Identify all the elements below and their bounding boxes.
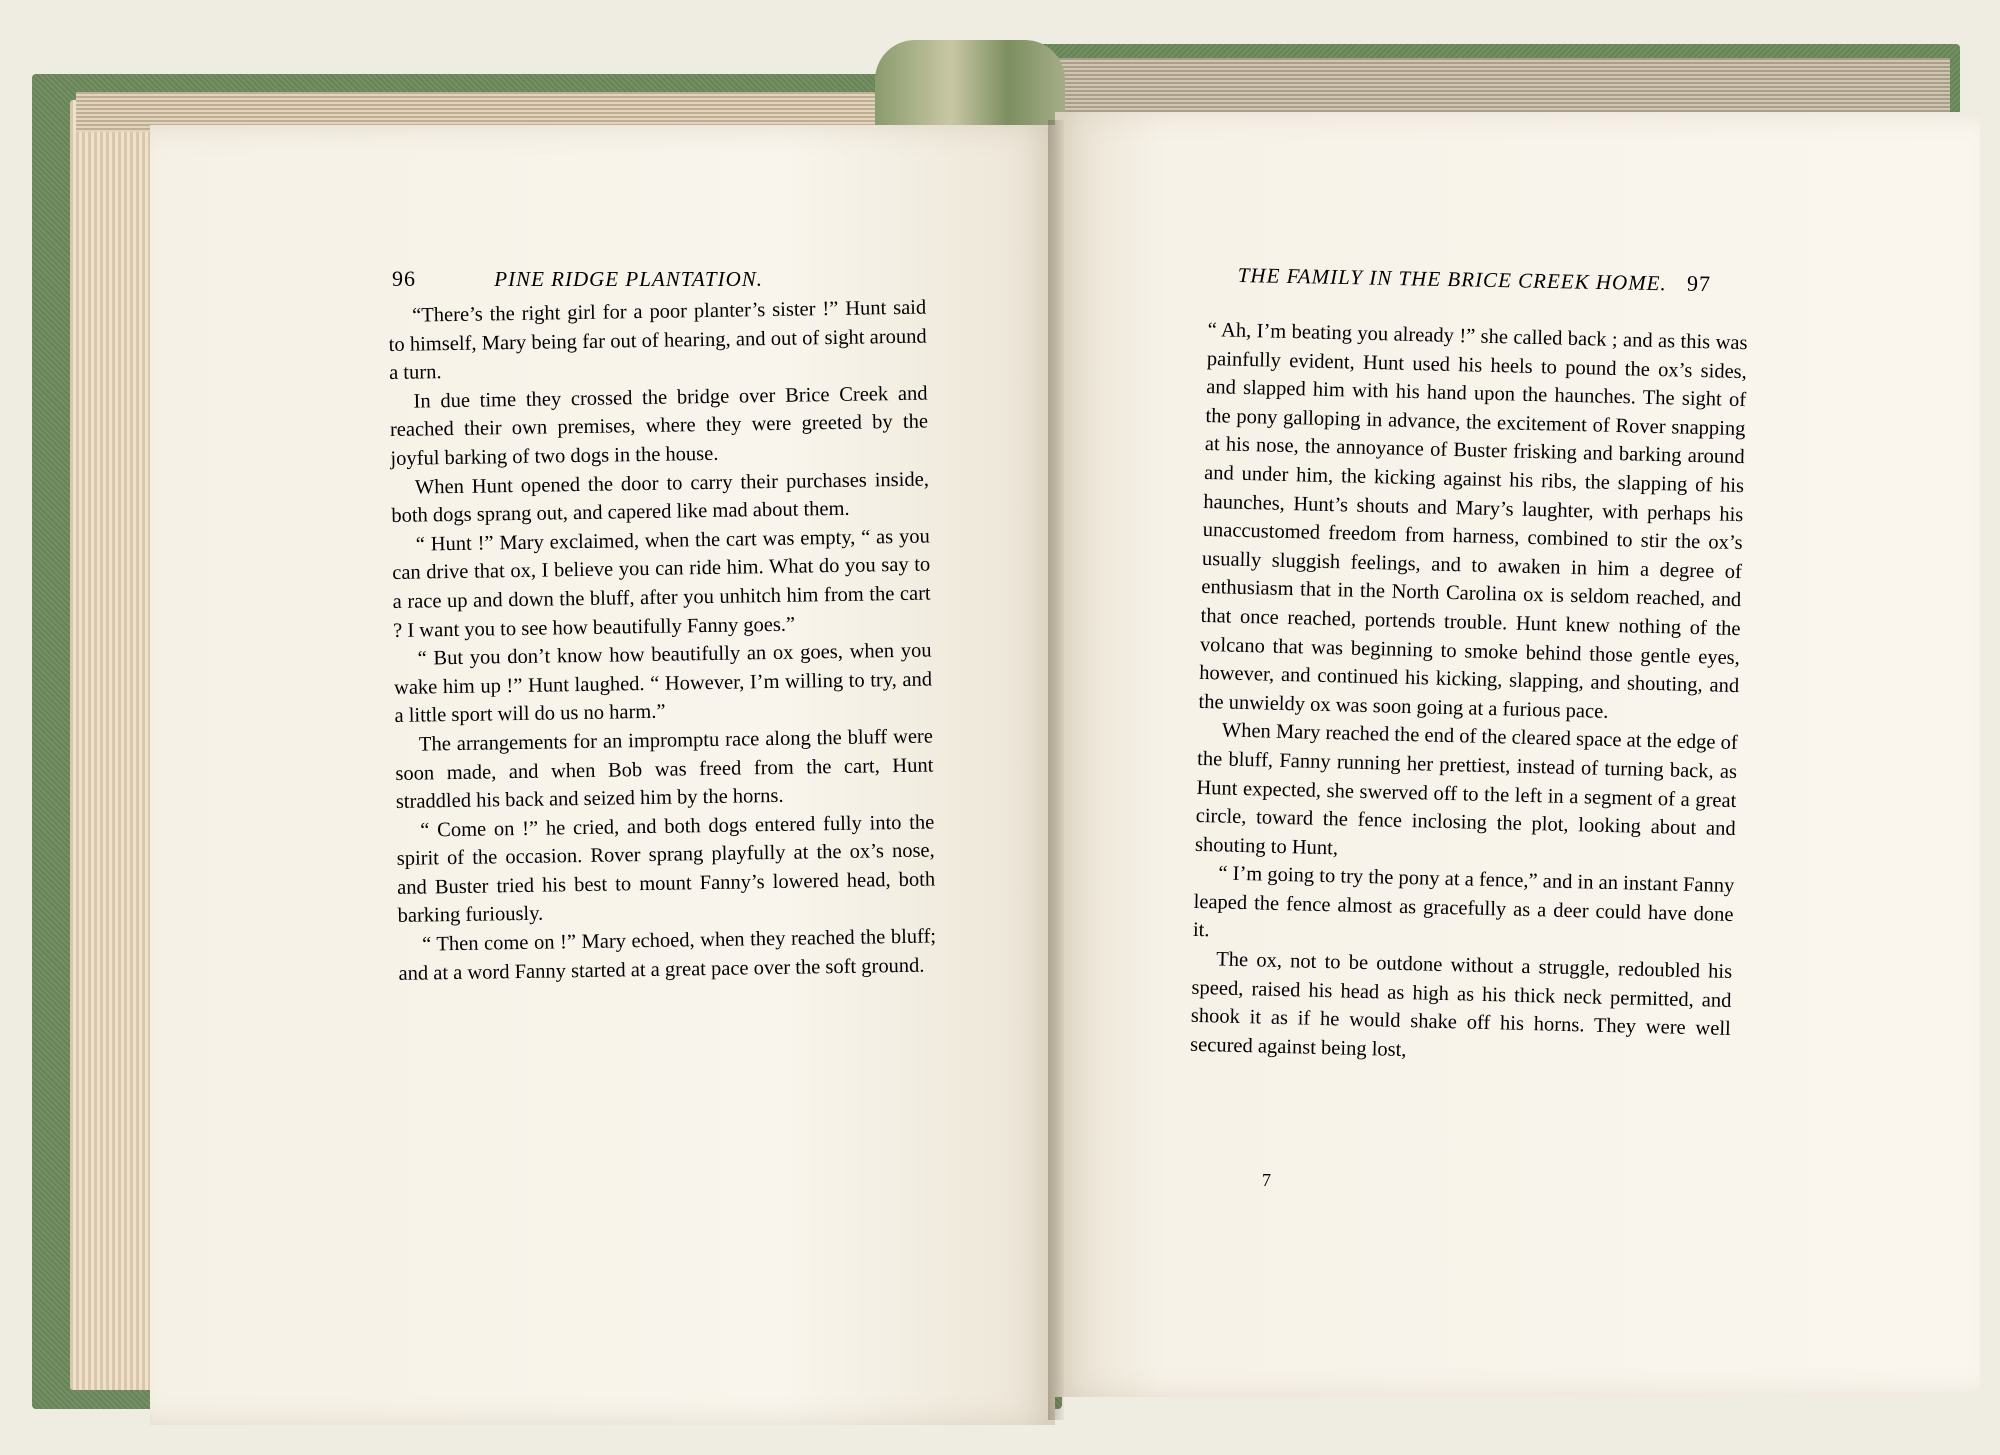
page-edges-left bbox=[70, 100, 160, 1390]
paragraph: The arrangements for an impromptu race along the bluff were soon made, and when Bob was freed from the cart, Hunt straddled his back and seized him by the horns. bbox=[395, 725, 934, 814]
paragraph: When Hunt opened the door to carry their purchases inside, both dogs sprang out, and capered like mad about them. bbox=[391, 468, 930, 528]
paragraph: “ Ah, I’m beating you already !” she called back ; and as this was painfully evident, Hunt used his heels to pound the ox’s sides, and slapped him with his hand upon the haunches. The sight of the pony galloping in advance, the excitement of Rover snapping at his nose, the annoyance of Buster frisking and barking around and under him, the kicking against his ribs, the slapping of his haunches, Hunt’s shouts and Mary’s laughter, with perhaps his unaccustomed freedom from harness, combined to stir the ox’s usually sluggish feelings, and to awaken in him a degree of enthusiasm that in the North Carolina ox is seldom reached, and that once reached, portends trouble. Hunt knew nothing of the volcano that was beginning to smoke behind those gentle eyes, however, and continued his kicking, slapping, and shouting, and the unwieldy ox was soon going at a furious pace. bbox=[1198, 318, 1748, 723]
paragraph: “ Come on !” he cried, and both dogs entered fully into the spirit of the occasion. Rover sprang playfully at the ox’s nose, and Buster tried his best to mount Fanny’s lowered head, both barking furiously. bbox=[396, 811, 936, 928]
torn-spine bbox=[875, 40, 1065, 135]
paragraph: “ But you don’t know how beautifully an ox goes, when you wake him up !” Hunt laughed. “ However, I’m willing to try, and a little sport will do us no harm.” bbox=[393, 639, 933, 728]
paragraph: “ Then come on !” Mary echoed, when they reached the bluff; and at a word Fanny started at a great pace over the soft ground. bbox=[398, 925, 937, 985]
signature-mark: 7 bbox=[1262, 1170, 1271, 1190]
paragraph: “ I’m going to try the pony at a fence,” and in an instant Fanny leaped the fence almost as gracefully as a deer could have done it. bbox=[1192, 862, 1735, 942]
left-running-title: PINE RIDGE PLANTATION. bbox=[494, 267, 763, 291]
left-page-number: 96 bbox=[392, 266, 416, 291]
right-page-number: 97 bbox=[1686, 270, 1712, 297]
right-page-text bbox=[1190, 316, 1748, 1072]
right-running-title: THE FAMILY IN THE BRICE CREEK HOME. bbox=[1237, 262, 1668, 296]
paragraph: “There’s the right girl for a poor planter’s sister !” Hunt said to himself, Mary being far out of hearing, and out of sight around a turn. bbox=[388, 296, 927, 385]
paragraph: In due time they crossed the bridge over Brice Creek and reached their own premises, where they were greeted by the joyful barking of two dogs in the house. bbox=[389, 382, 929, 470]
left-running-head bbox=[392, 266, 822, 292]
paragraph: The ox, not to be outdone without a struggle, redoubled his speed, raised his head as high as his thick neck permitted, and shook it as if he would shake off his horns. They were well secured against being lost, bbox=[1189, 948, 1733, 1061]
left-page-text bbox=[388, 294, 937, 989]
paragraph: “ Hunt !” Mary exclaimed, when the cart was empty, “ as you can drive that ox, I believe you can ride him. What do you say to a race up and down the bluff, after you unhitch him from the cart ? I want you to see how beautifully Fanny goes.” bbox=[392, 525, 931, 642]
paragraph: When Mary reached the end of the cleared space at the edge of the bluff, Fanny running her prettiest, instead of turning back, as Hunt expected, she swerved off to the left in a segment of a great circle, toward the fence inclosing the plot, looking about and shouting to Hunt, bbox=[1194, 719, 1738, 860]
gutter-shadow bbox=[1048, 120, 1064, 1420]
